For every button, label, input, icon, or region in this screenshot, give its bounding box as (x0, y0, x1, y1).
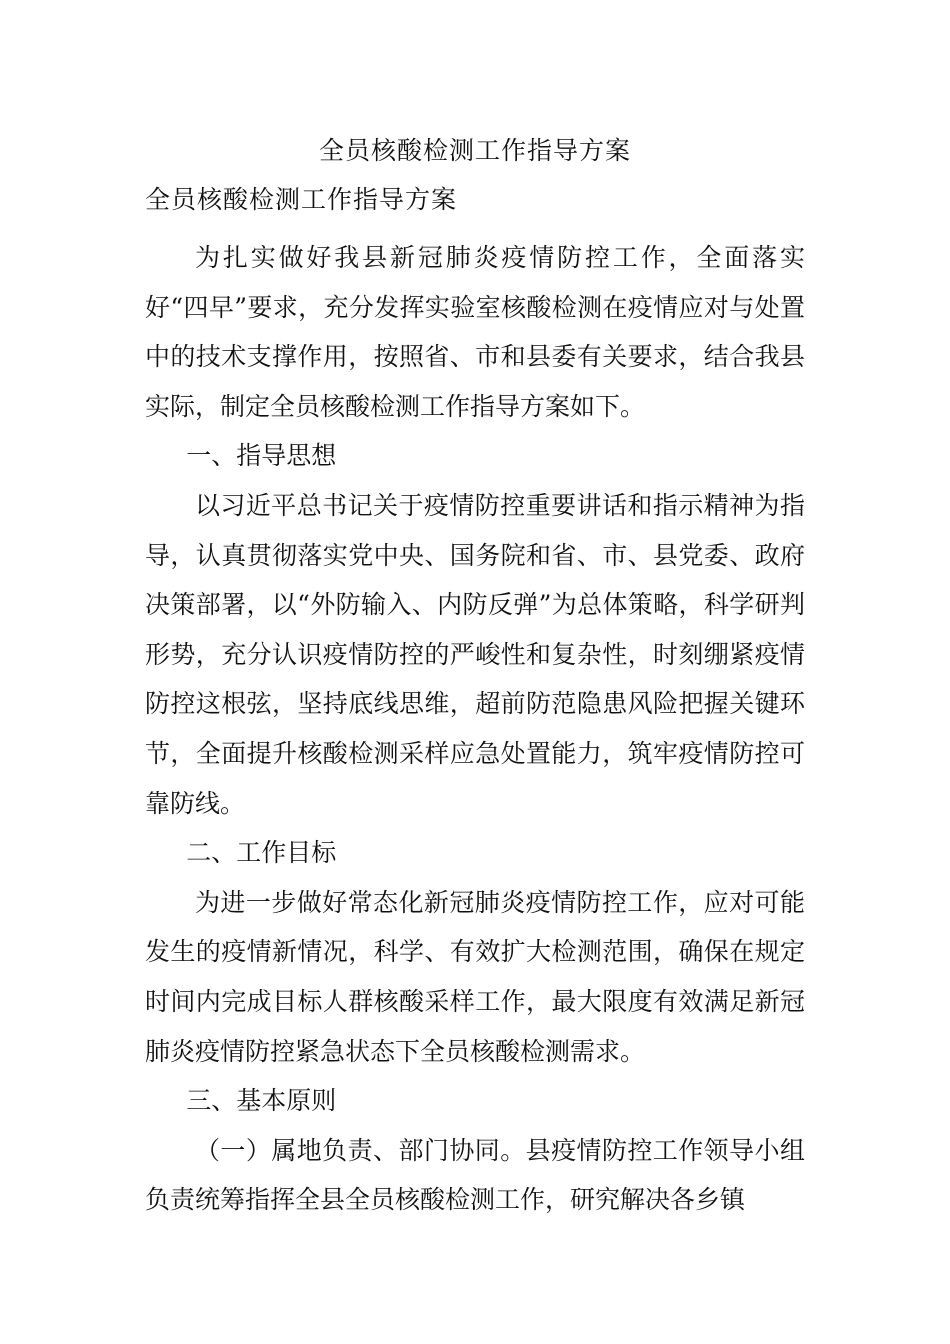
document-body (145, 233, 805, 1225)
document-subtitle: 全员核酸检测工作指导方案 (145, 185, 458, 214)
intro-paragraph: 为扎实做好我县新冠肺炎疫情防控工作，全面落实好“四早”要求，充分发挥实验室核酸检测在疫情应对与处置中的技术支撑作用，按照省、市和县委有关要求，结合我县实际，制定全员核酸检测工作指导方案如下。 (145, 243, 805, 421)
section-heading-guiding-ideology: 一、指导思想 (186, 441, 337, 471)
document-title: 全员核酸检测工作指导方案 (318, 136, 631, 165)
guiding-ideology-paragraph: 以习近平总书记关于疫情防控重要讲话和指示精神为指导，认真贯彻落实党中央、国务院和省、市、县党委、政府决策部署，以“外防输入、内防反弹”为总体策略，科学研判形势，充分认识疫情防控的严峻性和复杂性，时刻绷紧疫情防控这根弦，坚持底线思维，超前防范隐患风险把握关键环节，全面提升核酸检测采样应急处置能力，筑牢疫情防控可靠防线。 (145, 490, 805, 818)
work-goals-paragraph: 为进一步做好常态化新冠肺炎疫情防控工作，应对可能发生的疫情新情况，科学、有效扩大检测范围，确保在规定时间内完成目标人群核酸采样工作，最大限度有效满足新冠肺炎疫情防控紧急状态下全员核酸检测需求。 (145, 887, 805, 1066)
basic-principles-paragraph: （一）属地负责、部门协同。县疫情防控工作领导小组负责统筹指挥全县全员核酸检测工作，研究解决各乡镇 (145, 1135, 805, 1215)
section-heading-basic-principles: 三、基本原则 (186, 1086, 337, 1116)
section-heading-work-goals: 二、工作目标 (186, 838, 337, 868)
